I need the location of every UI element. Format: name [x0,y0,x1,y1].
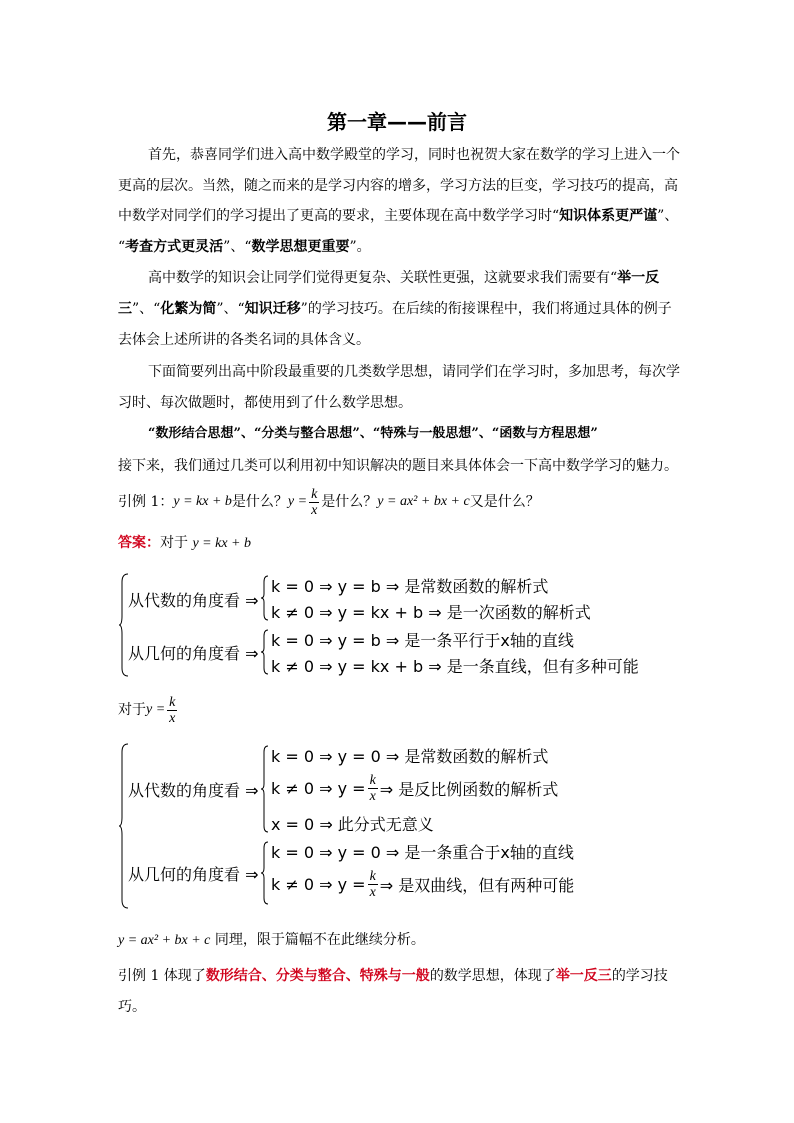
tree1-geometry-brace [260,628,270,676]
intro-line: 接下来，我们通过几类可以利用初中知识解决的题目来具体体会一下高中数学学习的魅力。 [118,458,678,474]
answer-line: 答案：对于 y = kx + b [118,535,251,551]
p2-line2: 三”、“化繁为简”、“知识迁移”的学习技巧。在后续的衔接课程中，我们将通过具体的例子 [118,301,672,317]
p2-line3: 去体会上述所讲的各类名词的具体含义。 [118,332,370,348]
tree2-geometry-label: 从几何的角度看 ⇒ [128,865,259,884]
tree2-algebra-case3: x = 0 ⇒ 此分式无意义 [271,815,434,834]
p2-line1: 高中数学的知识会让同学们觉得更复杂、关联性更强，这就要求我们需要有“举一反 [148,270,660,286]
tree2-geometry-case2: k ≠ 0 ⇒ y = $\frac{k}{x}$ ⇒ 是双曲线，但有两种可能 [271,868,575,900]
tree1-algebra-brace [260,574,270,622]
page-title: 第一章——前言 [327,110,467,134]
p3-line2: 习时、每次做题时，都使用到了什么数学思想。 [118,395,412,411]
answer-line-2: 对于 y = $\frac{k}{x}$ [118,694,176,726]
tree2-geometry-case1: k = 0 ⇒ y = 0 ⇒ 是一条重合于x轴的直线 [271,843,574,862]
example-1: 引例 1： y = kx + b 是什么？ y = $\frac{k}{x}$ 是什么？ y = ax² + bx + c 又是什么？ [118,486,540,518]
thoughts-list: “数形结合思想”、“分类与整合思想”、“特殊与一般思想”、“函数与方程思想” [148,426,598,441]
tree2-algebra-case1: k = 0 ⇒ y = 0 ⇒ 是常数函数的解析式 [271,747,549,766]
tree2-geometry-brace [260,840,270,906]
tree1-algebra-case2: k ≠ 0 ⇒ y = kx + b ⇒ 是一次函数的解析式 [271,603,591,622]
p1-line1: 首先，恭喜同学们进入高中数学殿堂的学习，同时也祝贺大家在数学的学习上进入一个 [148,147,680,163]
p1-line2: 更高的层次。当然，随之而来的是学习内容的增多，学习方法的巨变，学习技巧的提高，高 [118,178,678,194]
tree2-algebra-brace [260,744,270,834]
tree1-algebra-label: 从代数的角度看 ⇒ [128,591,259,610]
tree2-algebra-case2: k ≠ 0 ⇒ y = $\frac{k}{x}$ ⇒ 是反比例函数的解析式 [271,772,559,804]
tree2-algebra-label: 从代数的角度看 ⇒ [128,781,259,800]
tree1-algebra-case1: k = 0 ⇒ y = b ⇒ 是常数函数的解析式 [271,577,549,596]
tree1-geometry-case2: k ≠ 0 ⇒ y = kx + b ⇒ 是一条直线，但有多种可能 [271,657,639,676]
p3-line1: 下面简要列出高中阶段最重要的几类数学思想，请同学们在学习时，多加思考，每次学 [148,364,680,380]
tree1-geometry-case1: k = 0 ⇒ y = b ⇒ 是一条平行于x轴的直线 [271,631,574,650]
tail-line: y = ax² + bx + c 同理，限于篇幅不在此继续分析。 [118,932,425,948]
tree1-geometry-label: 从几何的角度看 ⇒ [128,644,259,663]
p1-line4: “考查方式更灵活”、“数学思想更重要”。 [118,239,371,255]
conclusion-line2: 巧。 [118,999,146,1015]
conclusion-line1: 引例 1 体现了数形结合、分类与整合、特殊与一般的数学思想，体现了举一反三的学习技 [118,968,668,984]
p1-line3: 中数学对同学们的学习提出了更高的要求，主要体现在高中数学学习时“知识体系更严谨”、 [118,208,679,224]
